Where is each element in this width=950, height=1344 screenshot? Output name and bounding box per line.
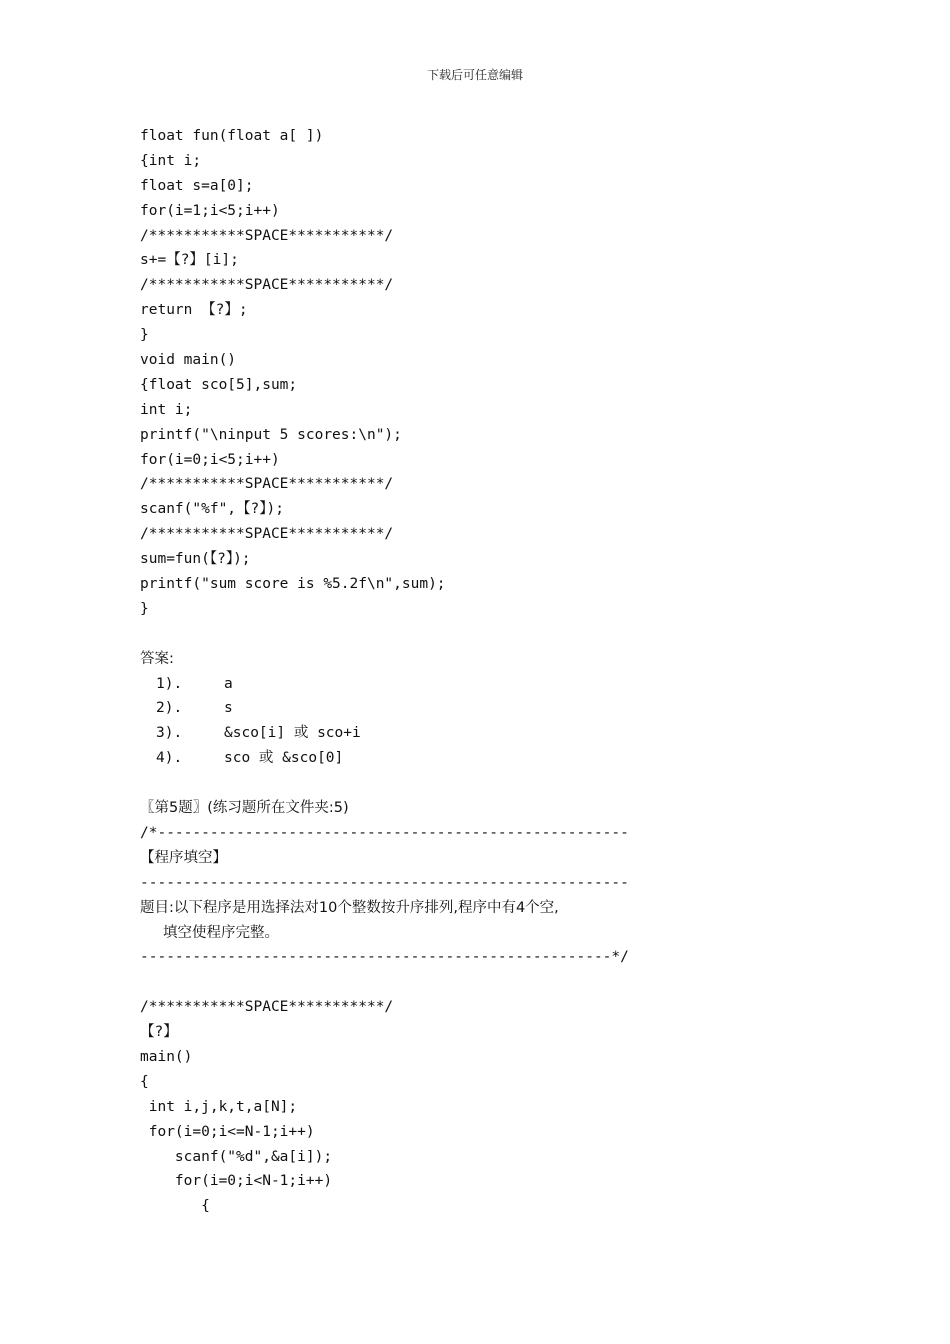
answer-item bbox=[140, 746, 840, 771]
code-block-2 bbox=[140, 995, 840, 1219]
answer-number: 3). bbox=[156, 725, 183, 742]
problem-title: 〖第5题〗(练习题所在文件夹:5) bbox=[140, 800, 349, 817]
code-line: scanf("%d",&a[i]); bbox=[140, 1148, 333, 1165]
problem-description-line-2: 填空使程序完整。 bbox=[140, 924, 280, 941]
document-body bbox=[140, 124, 840, 1219]
answer-number: 1). bbox=[156, 675, 183, 692]
code-line: float fun(float a[ ]) bbox=[140, 128, 324, 144]
code-line: return 【?】; bbox=[140, 302, 248, 319]
code-line: /***********SPACE***********/ bbox=[140, 526, 394, 543]
code-line: printf("\ninput 5 scores:\n"); bbox=[140, 426, 402, 443]
code-line: /***********SPACE***********/ bbox=[140, 476, 394, 493]
code-line: {int i; bbox=[140, 152, 202, 169]
comment-rule-close: ------------------------------------------------------*/ bbox=[140, 949, 629, 966]
page-header: 下载后可任意编辑 bbox=[426, 68, 523, 82]
answer-value: s bbox=[224, 700, 233, 717]
answer-item bbox=[140, 721, 840, 746]
answer-number: 4). bbox=[156, 750, 183, 767]
answer-item bbox=[140, 696, 840, 721]
code-line: 【?】 bbox=[140, 1024, 178, 1041]
problem-description-line-1: 题目:以下程序是用选择法对10个整数按升序排列,程序中有4个空, bbox=[140, 899, 559, 916]
comment-rule-mid: -------------------------------------------------------- bbox=[140, 874, 629, 891]
code-line: /***********SPACE***********/ bbox=[140, 999, 394, 1016]
code-line: for(i=0;i<N-1;i++) bbox=[140, 1173, 333, 1190]
code-line: for(i=0;i<5;i++) bbox=[140, 451, 280, 468]
code-line: /***********SPACE***********/ bbox=[140, 277, 394, 294]
comment-rule-open: /*------------------------------------------------------ bbox=[140, 824, 629, 841]
code-line: float s=a[0]; bbox=[140, 177, 254, 194]
answers-label: 答案: bbox=[140, 650, 174, 667]
code-block-1 bbox=[140, 124, 840, 622]
answers-section bbox=[140, 647, 840, 771]
code-line: scanf("%f",【?】); bbox=[140, 501, 284, 518]
code-line: /***********SPACE***********/ bbox=[140, 227, 394, 244]
code-line: int i,j,k,t,a[N]; bbox=[140, 1098, 298, 1115]
code-line: {float sco[5],sum; bbox=[140, 376, 298, 393]
code-line: { bbox=[140, 1073, 149, 1090]
code-line: printf("sum score is %5.2f\n",sum); bbox=[140, 576, 446, 593]
code-line: int i; bbox=[140, 401, 193, 418]
problem-kind: 【程序填空】 bbox=[140, 849, 227, 866]
code-line: } bbox=[140, 600, 149, 617]
code-line: void main() bbox=[140, 352, 237, 369]
answer-item bbox=[140, 672, 840, 697]
code-line: for(i=1;i<5;i++) bbox=[140, 202, 280, 219]
answer-value: a bbox=[224, 675, 233, 692]
code-line: main() bbox=[140, 1048, 193, 1065]
code-line: { bbox=[140, 1198, 210, 1215]
problem-5-section bbox=[140, 796, 840, 970]
code-line: s+=【?】[i]; bbox=[140, 252, 239, 269]
answer-value: &sco[i] 或 sco+i bbox=[224, 725, 361, 742]
code-line: sum=fun(【?】); bbox=[140, 551, 251, 568]
answer-number: 2). bbox=[156, 700, 183, 717]
code-line: for(i=0;i<=N-1;i++) bbox=[140, 1123, 315, 1140]
code-line: } bbox=[140, 327, 149, 344]
answer-value: sco 或 &sco[0] bbox=[224, 750, 344, 767]
